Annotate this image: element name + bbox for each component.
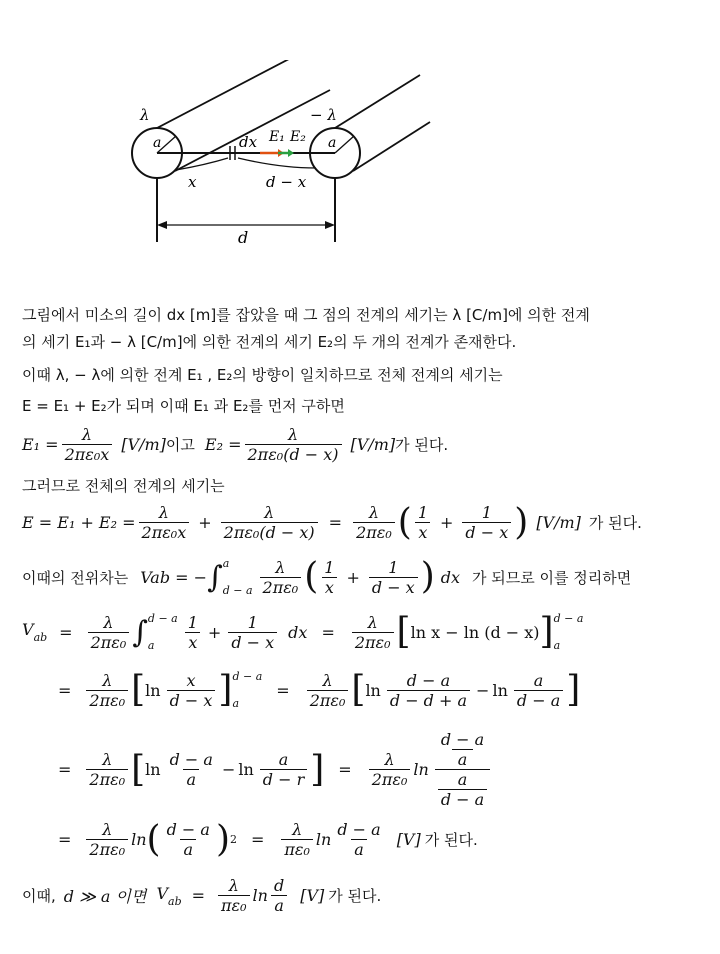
paragraph-4: E = E₁ + E₂가 되며 이때 E₁ 과 E₂를 먼저 구하면	[22, 397, 345, 415]
vab1-lower: a	[147, 639, 155, 652]
sum-gadoenda: 가 된다.	[588, 514, 642, 532]
vab4-frac-dma-den: a	[180, 839, 196, 859]
vab1-bracket-limits	[554, 612, 584, 652]
vab-dx: dx	[440, 567, 461, 587]
vab3-frac-a-den: d − r	[260, 769, 307, 789]
right-radius	[335, 136, 354, 153]
vab1-frac-den: 2πε₀	[88, 632, 130, 652]
vab2-frac-num: λ	[102, 670, 113, 690]
vab-frac-1x-num: 1	[324, 557, 335, 577]
vab2-ln-c: ln	[492, 680, 508, 700]
vab1-frac-b-den: 2πε₀	[352, 632, 394, 652]
e1-igo: 이고	[165, 436, 195, 454]
vab3-ct-den: a	[452, 749, 474, 769]
sum-frac-1-den: 2πε₀x	[139, 522, 190, 542]
sum-equals: =	[328, 513, 343, 532]
final-ln: ln	[252, 886, 268, 905]
vab-integral-sign: ∫	[207, 559, 223, 595]
vab4-frac-b	[281, 820, 313, 859]
vab4-frac-den: 2πε₀	[86, 839, 128, 859]
vab2-eq: =	[58, 680, 72, 700]
vab2-frac-a-num: a	[533, 670, 544, 690]
sum-frac-2-den: 2πε₀(d − x)	[221, 522, 318, 542]
vab3-ln-it: ln	[413, 760, 429, 779]
vab1-frac-num: λ	[103, 612, 114, 632]
vab3-frac-dma-num: d − a	[169, 750, 213, 769]
final-eq: =	[191, 886, 206, 905]
final-frac-da-den: a	[271, 895, 287, 915]
e1-lhs: E₁ =	[22, 435, 59, 454]
equation-vab-1	[22, 612, 583, 652]
vab3-cb-den: d − a	[438, 789, 487, 809]
vab4-eq: =	[58, 830, 72, 849]
d-arrow-right	[325, 221, 335, 229]
sum-frac-2	[221, 503, 318, 542]
vab-lhs: Vab = −	[140, 567, 208, 587]
vab1-frac	[88, 613, 130, 652]
vab-frac-1dmx-num: 1	[388, 557, 399, 577]
sum-frac-4	[415, 503, 431, 542]
vab1-frac-1x-den: x	[185, 632, 200, 652]
sum-frac-4-den: x	[415, 522, 430, 542]
vab3-bracket-close: ]	[310, 748, 325, 790]
vab3-frac-dma-den: a	[183, 769, 199, 789]
right-wire-upper-line	[335, 75, 420, 128]
vab3-frac-dma	[167, 750, 216, 789]
vab-int-upper: a	[222, 557, 230, 570]
vab3-bracket-open: [	[131, 748, 146, 790]
vab1-frac-1dmx-den: d − x	[228, 632, 277, 652]
vab3-frac	[86, 750, 128, 789]
vab4-frac-dma-b	[334, 820, 383, 859]
vab3-ct-num: d − a	[440, 730, 485, 749]
paragraph-1: 그림에서 미소의 길이 dx [m]를 잡았을 때 그 점의 전계의 세기는 λ [C/m]에 의한 전계	[22, 306, 590, 324]
vab3-frac-a-num: a	[278, 750, 289, 769]
vab2-frac	[86, 671, 128, 710]
label-radius-right: a	[328, 135, 337, 151]
vab1-lhs: $V_{ab}$	[22, 620, 48, 644]
vab1-eq2: =	[321, 622, 335, 642]
vab-frac-1x	[321, 558, 337, 597]
vab2-frac-a-den: d − a	[514, 690, 563, 710]
final-prefix: 이때,	[22, 887, 56, 905]
vab-frac-1x-den: x	[322, 577, 337, 597]
vab2-ln-b: ln	[365, 680, 381, 700]
vab2-frac-dma-den: d − d + a	[387, 690, 470, 710]
vab-plus: +	[346, 567, 360, 587]
sum-paren-open: (	[397, 501, 412, 543]
vab2-bracket-open: [	[131, 669, 146, 710]
label-x: x	[188, 173, 197, 191]
vab4-unit: [V]	[396, 830, 421, 849]
vab3-complex-bottom	[435, 769, 490, 809]
final-frac	[218, 876, 250, 915]
vab4-ln-b: ln	[315, 830, 332, 849]
vab2-eq2: =	[276, 680, 290, 700]
final-gadoenda: 가 된다.	[328, 887, 382, 905]
final-cond: d ≫ a 이면	[63, 887, 147, 906]
vab-paren-open: (	[304, 556, 319, 597]
vab3-frac-den: 2πε₀	[86, 769, 128, 789]
e2-lhs: E₂ =	[204, 435, 242, 454]
vab1-upper: d − a	[147, 612, 178, 625]
label-e1: E₁	[269, 129, 285, 145]
e1-num: λ	[81, 425, 93, 444]
vab3-frac-b-den: 2πε₀	[369, 769, 411, 789]
vab2-frac-den: 2πε₀	[86, 690, 128, 710]
paragraph-2: 의 세기 E₁과 − λ [C/m]에 의한 전계의 세기 E₂의 두 개의 전계가 존재한다.	[22, 333, 517, 351]
final-unit: [V]	[300, 886, 325, 905]
vab2-upper: d − a	[232, 670, 263, 683]
label-d-minus-x: d − x	[266, 173, 307, 191]
vab1-bracket-close: ]	[539, 611, 554, 652]
vab-prefix: 이때의 전위차는	[22, 568, 129, 587]
vab1-int: ∫	[132, 614, 148, 650]
vab4-frac-dma	[164, 820, 213, 859]
sum-frac-1	[139, 503, 190, 542]
vab2-bracket-close: ]	[218, 669, 233, 710]
vab4-frac-b-den: πε₀	[281, 839, 313, 859]
vab1-frac-1dmx-num: 1	[247, 612, 258, 632]
sum-frac-3-den: 2πε₀	[353, 522, 395, 542]
vab2-frac-b-den: 2πε₀	[307, 690, 349, 710]
label-e2: E₂	[290, 129, 306, 145]
vab3-frac-num: λ	[102, 750, 113, 769]
d-arrow-left	[157, 221, 167, 229]
vab4-frac-num: λ	[102, 820, 113, 839]
vab2-frac-dma-num: d − a	[406, 670, 451, 690]
equation-final	[22, 876, 381, 915]
vab-frac-lambda	[260, 558, 302, 597]
vab3-ln-b: ln	[238, 760, 254, 779]
vab1-bracket-open: [	[396, 611, 411, 652]
vab2-frac-a	[514, 671, 563, 710]
vab2-frac-dma	[387, 671, 470, 710]
vab4-eq2: =	[250, 830, 265, 849]
equation-e1-e2	[22, 425, 448, 464]
paragraph-3: 이때 λ, − λ에 의한 전계 E₁ , E₂의 방향이 일치하므로 전체 전계의 세기는	[22, 366, 503, 384]
equation-vab-2: = $\frac{\lambda}{\text{2πε₀}}$ [ ln $\frac{x}{d - x}$ ] d − a a = $\frac{\lambda}{\text{2πε₀}}$ [ ln $\frac{d - a}{d - d + a}$ − ln $\frac{a}{d - a}$ ]	[58, 669, 581, 710]
dmx-arc	[238, 158, 316, 168]
e2-unit: [V/m]	[350, 435, 396, 454]
vab2-frac-b	[307, 671, 349, 710]
label-radius-left: a	[153, 135, 162, 151]
e2-arrowhead	[288, 149, 294, 157]
vab1-b-upper: d − a	[553, 612, 584, 625]
final-frac-num: λ	[228, 876, 239, 895]
vab1-ln-expr: ln x − ln (d − x)	[410, 622, 540, 642]
vab-suffix: 가 되므로 이를 정리하면	[472, 568, 632, 587]
vab4-frac-dma-b-num: d − a	[337, 820, 381, 839]
e2-num: λ	[287, 425, 299, 444]
vab3-cb-num: a	[457, 770, 468, 789]
sum-plus-2: +	[440, 513, 454, 532]
final-frac-da	[271, 876, 287, 915]
vab1-frac-1x-num: 1	[187, 612, 198, 632]
label-lambda: λ	[140, 106, 150, 124]
sum-paren-close: )	[514, 501, 529, 543]
vab4-frac-dma-num: d − a	[166, 820, 210, 839]
sum-frac-4-num: 1	[417, 503, 429, 522]
vab1-limits	[148, 612, 178, 652]
vab4-ln: ln	[131, 830, 147, 849]
sum-frac-5-num: 1	[481, 503, 492, 522]
vab4-frac-dma-b-den: a	[351, 839, 367, 859]
sum-frac-5	[462, 503, 511, 542]
line-charge-figure	[120, 60, 440, 260]
right-wire-lower-line	[353, 122, 430, 171]
equation-vab-4	[58, 820, 478, 859]
vab3-eq2: =	[338, 760, 352, 779]
vab-integral-limits	[223, 557, 253, 597]
sum-lhs: E = E₁ + E₂ =	[22, 513, 136, 532]
final-frac-den: πε₀	[218, 895, 250, 915]
sum-frac-3-num: λ	[368, 503, 379, 522]
equation-vab-integral	[22, 557, 631, 597]
vab2-frac-b-num: λ	[322, 670, 333, 690]
left-wire-lower-line	[175, 90, 330, 171]
paragraph-6: 그러므로 전체의 전계의 세기는	[22, 477, 225, 495]
vab3-frac-b	[369, 750, 411, 789]
vab3-complex-frac	[435, 730, 490, 809]
label-neg-lambda: − λ	[310, 106, 337, 124]
vab2-frac-x-num: x	[186, 670, 196, 690]
sum-unit: [V/m]	[536, 513, 581, 532]
vab2-frac-x-den: d − x	[167, 690, 216, 710]
vab2-bracket-b-close: ]	[566, 669, 581, 710]
vab3-ln: ln	[145, 760, 161, 779]
vab1-plus: +	[207, 622, 222, 642]
e1-den: 2πε₀x	[62, 444, 113, 464]
vab1-dx: dx	[288, 622, 308, 642]
e2-fraction	[245, 425, 342, 464]
vab2-lower: a	[232, 697, 240, 710]
final-frac-da-num: d	[273, 876, 285, 895]
final-vab: $V_{ab}$	[156, 883, 182, 908]
sum-frac-1-num: λ	[158, 503, 169, 522]
sum-plus: +	[198, 513, 212, 532]
vab1-frac-b-num: λ	[367, 612, 378, 632]
equation-sum	[22, 503, 642, 542]
equation-vab-3: = $\frac{\lambda}{\text{2πε₀}}$ [ ln $\frac{d - a}{a}$ − ln $\frac{a}{d - r}$ ] = $\frac{\lambda}{\text{2πε₀}}$ ln $\frac{\frac{d - a}{a}}{\frac{a}{d - a}}$	[58, 730, 493, 809]
e1-unit: [V/m]	[121, 435, 166, 454]
vab1-b-lower: a	[553, 639, 561, 652]
vab1-frac-1dmx	[228, 613, 277, 652]
vab2-frac-x	[167, 671, 216, 710]
vab4-frac	[86, 820, 128, 859]
sum-frac-3	[353, 503, 395, 542]
vab3-frac-a	[260, 750, 307, 789]
sum-frac-2-num: λ	[264, 503, 275, 522]
vab2-ln: ln	[145, 680, 161, 700]
vab1-eq: =	[59, 622, 73, 642]
e2-gadoenda: 가 된다.	[395, 436, 449, 454]
vab-int-lower: d − a	[222, 584, 253, 597]
vab-frac-1dmx	[369, 558, 418, 597]
vab4-frac-b-num: λ	[292, 820, 303, 839]
vab1-frac-1x	[185, 613, 201, 652]
vab-frac-1dmx-den: d − x	[369, 577, 418, 597]
vab4-paren-close: )	[215, 818, 230, 860]
vab-paren-close: )	[420, 556, 435, 597]
sum-frac-5-den: d − x	[462, 522, 511, 542]
vab-frac-lambda-num: λ	[275, 557, 286, 577]
label-d: d	[238, 228, 249, 247]
e1-fraction	[62, 425, 113, 464]
vab4-paren-open: (	[146, 818, 161, 860]
e2-den: 2πε₀(d − x)	[245, 444, 342, 464]
vab2-bracket-b-open: [	[351, 669, 366, 710]
vab3-eq: =	[58, 760, 72, 779]
x-arc	[176, 158, 228, 170]
label-dx: dx	[239, 133, 258, 151]
vab3-complex-top	[438, 730, 487, 769]
vab-frac-lambda-den: 2πε₀	[260, 577, 302, 597]
vab3-frac-b-num: λ	[384, 750, 395, 769]
vab1-frac-b	[352, 613, 394, 652]
vab4-gadoenda: 가 된다.	[424, 831, 478, 849]
vab4-square: 2	[229, 833, 237, 846]
vab2-limits	[232, 670, 262, 710]
left-wire-upper-line	[157, 60, 310, 128]
